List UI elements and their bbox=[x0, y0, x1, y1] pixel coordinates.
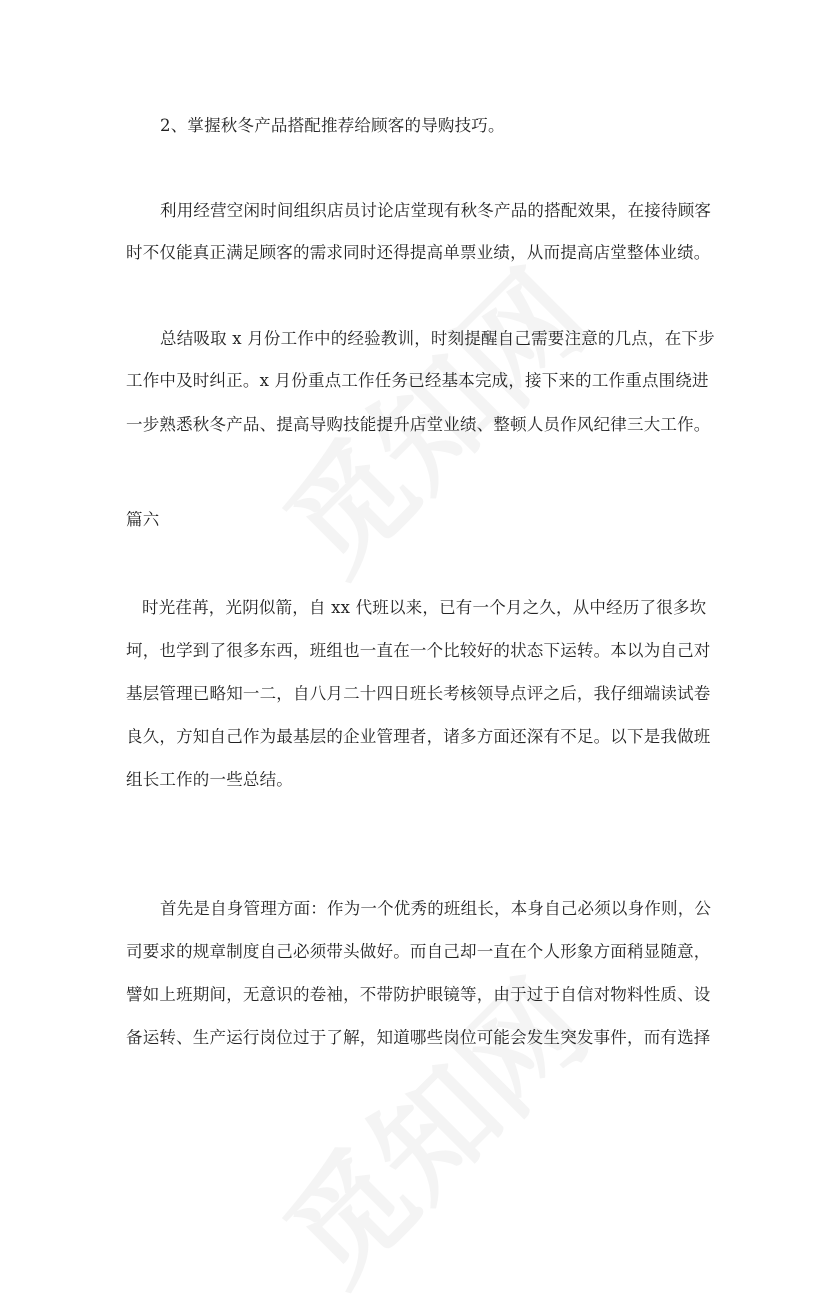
paragraph-line: 良久，方知自己作为最基层的企业管理者，诸多方面还深有不足。以下是我做班 bbox=[126, 727, 711, 746]
paragraph-line: 时光荏苒，光阴似箭，自 xx 代班以来，已有一个月之久，从中经历了很多坎 bbox=[142, 598, 707, 617]
section-heading: 篇六 bbox=[126, 510, 160, 529]
paragraph-line: 利用经营空闲时间组织店员讨论店堂现有秋冬产品的搭配效果，在接待顾客 bbox=[160, 201, 712, 220]
paragraph-line: 组长工作的一些总结。 bbox=[126, 770, 293, 789]
paragraph-line: 2、掌握秋冬产品搭配推荐给顾客的导购技巧。 bbox=[160, 116, 505, 135]
paragraph-line: 时不仅能真正满足顾客的需求同时还得提高单票业绩，从而提高店堂整体业绩。 bbox=[126, 243, 711, 262]
paragraph-line: 一步熟悉秋冬产品、提高导购技能提升店堂业绩、整顿人员作风纪律三大工作。 bbox=[126, 415, 711, 434]
paragraph-line: 工作中及时纠正。x 月份重点工作任务已经基本完成，接下来的工作重点围绕进 bbox=[126, 371, 709, 390]
paragraph-line: 备运转、生产运行岗位过于了解，知道哪些岗位可能会发生突发事件，而有选择 bbox=[126, 1028, 711, 1047]
paragraph-line: 司要求的规章制度自己必须带头做好。而自己却一直在个人形象方面稍显随意， bbox=[126, 942, 711, 961]
paragraph-line: 总结吸取 x 月份工作中的经验教训，时刻提醒自己需要注意的几点，在下步 bbox=[160, 329, 715, 348]
paragraph-line: 坷，也学到了很多东西，班组也一直在一个比较好的状态下运转。本以为自己对 bbox=[126, 641, 711, 660]
paragraph-line: 首先是自身管理方面：作为一个优秀的班组长，本身自己必须以身作则，公 bbox=[160, 899, 712, 918]
paragraph-line: 譬如上班期间，无意识的卷袖，不带防护眼镜等，由于过于自信对物料性质、设 bbox=[126, 985, 711, 1004]
paragraph-line: 基层管理已略知一二，自八月二十四日班长考核领导点评之后，我仔细端读试卷 bbox=[126, 684, 711, 703]
